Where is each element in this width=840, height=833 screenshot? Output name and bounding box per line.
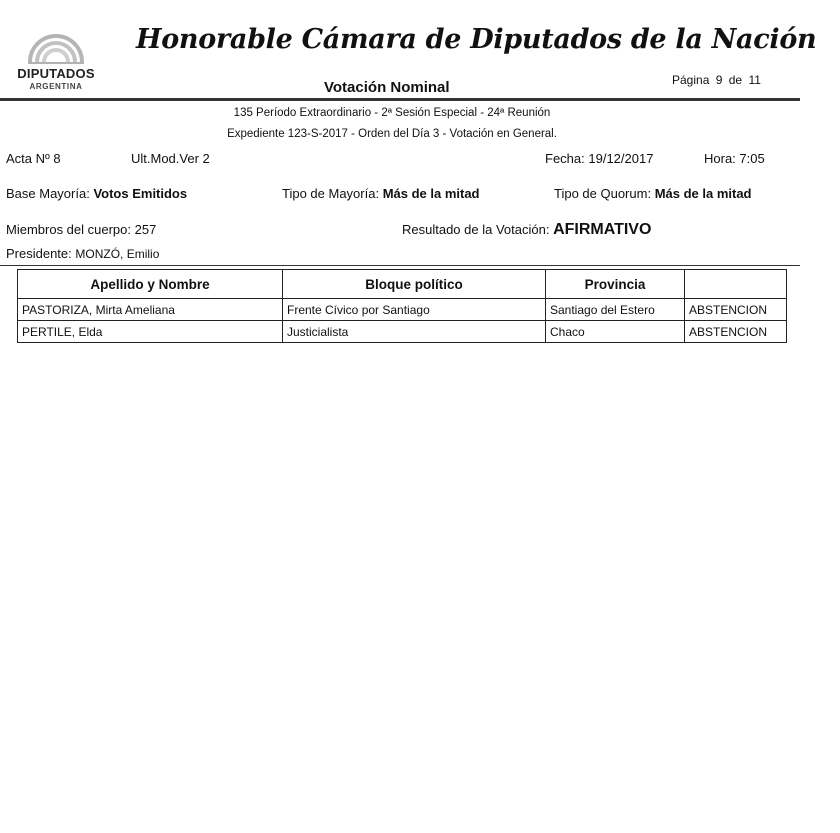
chamber-logo bbox=[8, 28, 106, 98]
resultado-votacion bbox=[402, 221, 651, 239]
document-title: Honorable Cámara de Diputados de la Nación bbox=[136, 24, 817, 55]
hora-value: 7:05 bbox=[739, 151, 765, 166]
base-mayoria bbox=[6, 186, 187, 201]
resultado-label: Resultado de la Votación: bbox=[402, 222, 550, 237]
page-label: Página bbox=[672, 73, 710, 87]
logo-name: DIPUTADOS bbox=[17, 66, 95, 81]
tipo-quorum-label: Tipo de Quorum: bbox=[554, 186, 652, 201]
hora-label: Hora: bbox=[704, 151, 736, 166]
header-divider bbox=[0, 98, 800, 101]
cell-provincia: Chaco bbox=[546, 321, 685, 343]
session-line: 135 Período Extraordinario - 2ª Sesión Especial - 24ª Reunión bbox=[233, 107, 551, 119]
col-header-bloque: Bloque político bbox=[283, 270, 546, 299]
logo-subtitle: ARGENTINA bbox=[29, 82, 83, 91]
table-header-row bbox=[18, 270, 787, 299]
fecha-label: Fecha: bbox=[545, 151, 585, 166]
cell-voto: ABSTENCION bbox=[685, 321, 787, 343]
presidente-label: Presidente: bbox=[6, 246, 72, 261]
page-total: 11 bbox=[748, 73, 761, 87]
expediente-line: Expediente 123-S-2017 - Orden del Día 3 - Votación en General. bbox=[227, 128, 557, 140]
info-divider bbox=[0, 265, 800, 266]
col-header-provincia: Provincia bbox=[546, 270, 685, 299]
miembros-value: 257 bbox=[134, 222, 157, 237]
cell-bloque: Frente Cívico por Santiago bbox=[283, 299, 546, 321]
presidente-value: MONZÓ, Emilio bbox=[75, 247, 160, 261]
cell-nombre: PASTORIZA, Mirta Ameliana bbox=[18, 299, 283, 321]
presidente bbox=[6, 246, 159, 261]
hora bbox=[704, 151, 765, 166]
cell-bloque: Justicialista bbox=[283, 321, 546, 343]
cell-voto: ABSTENCION bbox=[685, 299, 787, 321]
tipo-mayoria bbox=[282, 186, 480, 201]
col-header-nombre: Apellido y Nombre bbox=[18, 270, 283, 299]
table-row bbox=[18, 321, 787, 343]
chamber-dome-icon bbox=[26, 28, 86, 64]
tipo-mayoria-value: Más de la mitad bbox=[382, 186, 480, 201]
acta-number: Acta Nº 8 bbox=[6, 151, 61, 166]
tipo-mayoria-label: Tipo de Mayoría: bbox=[282, 186, 380, 201]
cell-provincia: Santiago del Estero bbox=[546, 299, 685, 321]
miembros-cuerpo bbox=[6, 222, 156, 237]
tipo-quorum-value: Más de la mitad bbox=[654, 186, 752, 201]
version-label: Ult.Mod.Ver 2 bbox=[131, 151, 210, 166]
base-mayoria-label: Base Mayoría: bbox=[6, 186, 90, 201]
tipo-quorum bbox=[554, 186, 752, 201]
vote-table bbox=[17, 269, 787, 343]
cell-nombre: PERTILE, Elda bbox=[18, 321, 283, 343]
fecha bbox=[545, 151, 653, 166]
fecha-value: 19/12/2017 bbox=[588, 151, 654, 166]
page-current: 9 bbox=[715, 73, 723, 87]
base-mayoria-value: Votos Emitidos bbox=[93, 186, 188, 201]
miembros-label: Miembros del cuerpo: bbox=[6, 222, 131, 237]
col-header-voto bbox=[685, 270, 787, 299]
document-subtitle: Votación Nominal bbox=[324, 79, 450, 96]
resultado-value: AFIRMATIVO bbox=[553, 221, 652, 238]
page-indicator bbox=[672, 73, 761, 87]
page-of: de bbox=[728, 73, 743, 87]
table-row bbox=[18, 299, 787, 321]
